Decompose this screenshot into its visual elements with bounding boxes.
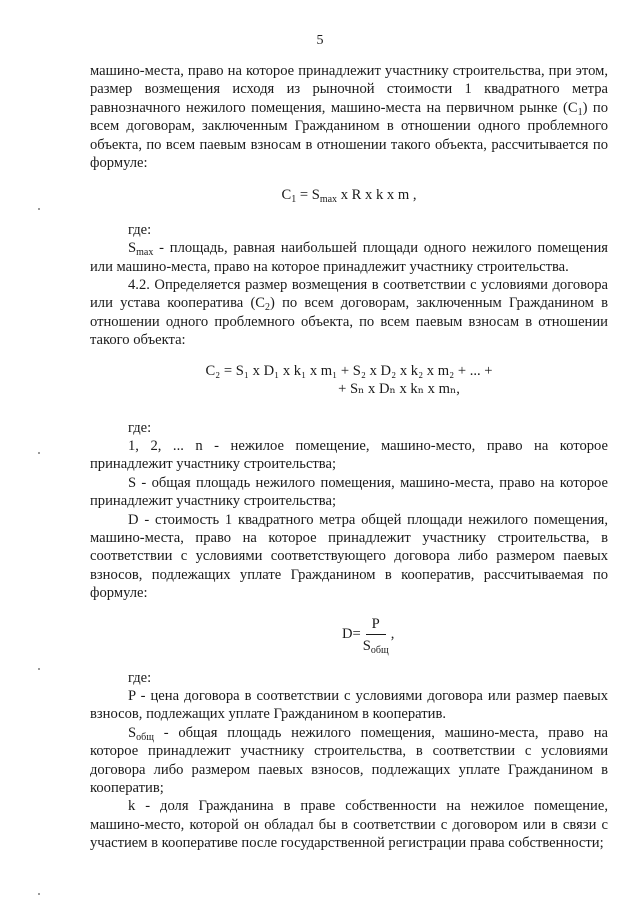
document-body bbox=[90, 62, 608, 853]
definition-smax: $S_{max}$ - площадь, равная наибольшей площади одного нежилого помещения или машино-места, право на которое принадлежит участнику строительства. bbox=[90, 240, 608, 275]
where-label: где: bbox=[128, 419, 152, 436]
formula-d-denominator: $S_{общ}$ bbox=[362, 637, 389, 656]
formula-c2 bbox=[90, 362, 608, 399]
formula-d-tail: , bbox=[390, 626, 395, 643]
formula-c2-line2: + Sₙ x Dₙ x kₙ x mₙ, bbox=[338, 381, 460, 398]
definition-s: S - общая площадь нежилого помещения, машино-места, право на которое принадлежит участнику строительства; bbox=[90, 474, 608, 510]
paragraph-4-2: 4.2. Определяется размер возмещения в соответствии с условиями договора или устава кооператива $(C_2)$ по всем договорам, заключенным Гражданином в отношении одного проблемного объекта, по всем паевым взносам в отношении такого объекта: bbox=[90, 277, 608, 349]
margin-mark bbox=[38, 893, 40, 895]
formula-d bbox=[90, 609, 608, 661]
page-number: 5 bbox=[316, 33, 324, 48]
formula-d-lhs: D= bbox=[342, 626, 361, 643]
paragraph-intro: машино-места, право на которое принадлежит участнику строительства, при этом, размер возмещения исходя из рыночной стоимости 1 квадратного метра равнозначного нежилого помещения, машино-места на первичном рынке $(C_1)$ по всем договорам, заключенным Гражданином в отношении одного проблемного объекта, по всем паевым взносам в отношении такого объекта, рассчитывается по формуле: bbox=[90, 63, 608, 172]
where-label: где: bbox=[128, 221, 152, 238]
margin-mark bbox=[38, 668, 40, 670]
where-label: где: bbox=[128, 669, 152, 686]
formula-c1: $C_1 = S_{max}$ x R x k x m , bbox=[281, 187, 417, 206]
definition-d: D - стоимость 1 квадратного метра общей площади нежилого помещения, машино-места, право на которое принадлежит участнику строительства, в соответствии с условиями соответствующего договора либо размером паевых взносов, подлежащих уплате Гражданином в кооператив, рассчитываемая по формуле: bbox=[90, 511, 608, 602]
formula-d-numerator: P bbox=[366, 615, 386, 635]
definition-sobsh: $S_{общ}$ - общая площадь нежилого помещения, машино-места, право на которое принадлежит участнику строительства, в соответствии с условиями договора либо размером паевых взносов, подлежащих уплате Гражданином в кооператив; bbox=[90, 724, 608, 796]
margin-mark bbox=[38, 452, 40, 454]
formula-d-fraction bbox=[363, 615, 389, 655]
definition-n: 1, 2, ... n - нежилое помещение, машино-место, право на которое принадлежит участнику строительства; bbox=[90, 437, 608, 473]
formula-c2-line1: C₂ = S₁ x D₁ x k₁ x m₁ + S₂ x D₂ x k₂ x m₂ + ... + bbox=[205, 362, 493, 379]
margin-mark bbox=[38, 208, 40, 210]
definition-k: k - доля Гражданина в праве собственности на нежилое помещение, машино-место, которой он обладал бы в соответствии с договором или в связи с участием в кооперативе после государственной регистрации права собственности; bbox=[90, 798, 608, 852]
definition-p: P - цена договора в соответствии с условиями договора или размер паевых взносов, подлежащих уплате Гражданином в кооператив. bbox=[90, 687, 608, 723]
